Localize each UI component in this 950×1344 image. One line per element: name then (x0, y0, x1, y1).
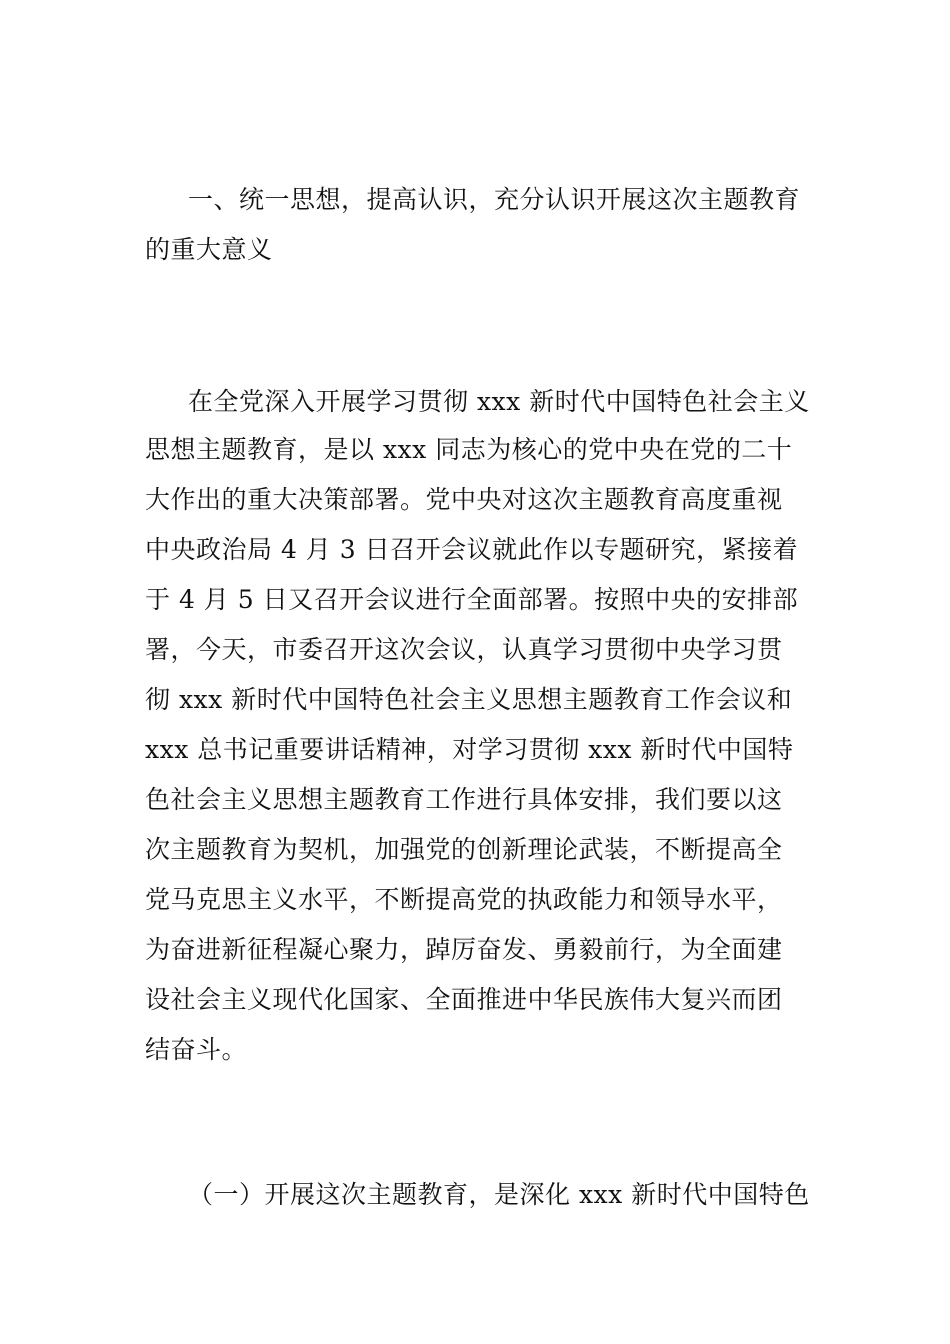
paragraph-line: 思想主题教育，是以 xxx 同志为核心的党中央在党的二十 (145, 435, 793, 464)
paragraph-line: 设社会主义现代化国家、全面推进中华民族伟大复兴而团 (145, 985, 783, 1014)
paragraph-line: 为奋进新征程凝心聚力，踔厉奋发、勇毅前行，为全面建 (145, 935, 783, 964)
paragraph-line: 彻 xxx 新时代中国特色社会主义思想主题教育工作会议和 (145, 685, 793, 714)
paragraph-line: 于 4 月 5 日又召开会议进行全面部署。按照中央的安排部 (145, 585, 799, 614)
paragraph-line: 结奋斗。 (145, 1035, 248, 1064)
paragraph-line: 署，今天，市委召开这次会议，认真学习贯彻中央学习贯 (145, 635, 783, 664)
paragraph-line: 党马克思主义水平，不断提高党的执政能力和领导水平， (145, 885, 783, 914)
paragraph-line: 在全党深入开展学习贯彻 xxx 新时代中国特色社会主义 (188, 387, 810, 416)
paragraph-line: 大作出的重大决策部署。党中央对这次主题教育高度重视 (145, 485, 783, 514)
paragraph-line: 次主题教育为契机，加强党的创新理论武装，不断提高全 (145, 835, 783, 864)
paragraph-line: 色社会主义思想主题教育工作进行具体安排，我们要以这 (145, 785, 783, 814)
section-heading-line-1: 一、统一思想，提高认识，充分认识开展这次主题教育 (188, 185, 801, 214)
section-heading-line-2: 的重大意义 (145, 235, 273, 264)
subsection-heading-line-1: （一）开展这次主题教育，是深化 xxx 新时代中国特色 (188, 1180, 810, 1209)
paragraph-line: 中央政治局 4 月 3 日召开会议就此作以专题研究，紧接着 (145, 535, 799, 564)
paragraph-line: xxx 总书记重要讲话精神，对学习贯彻 xxx 新时代中国特 (145, 735, 794, 764)
